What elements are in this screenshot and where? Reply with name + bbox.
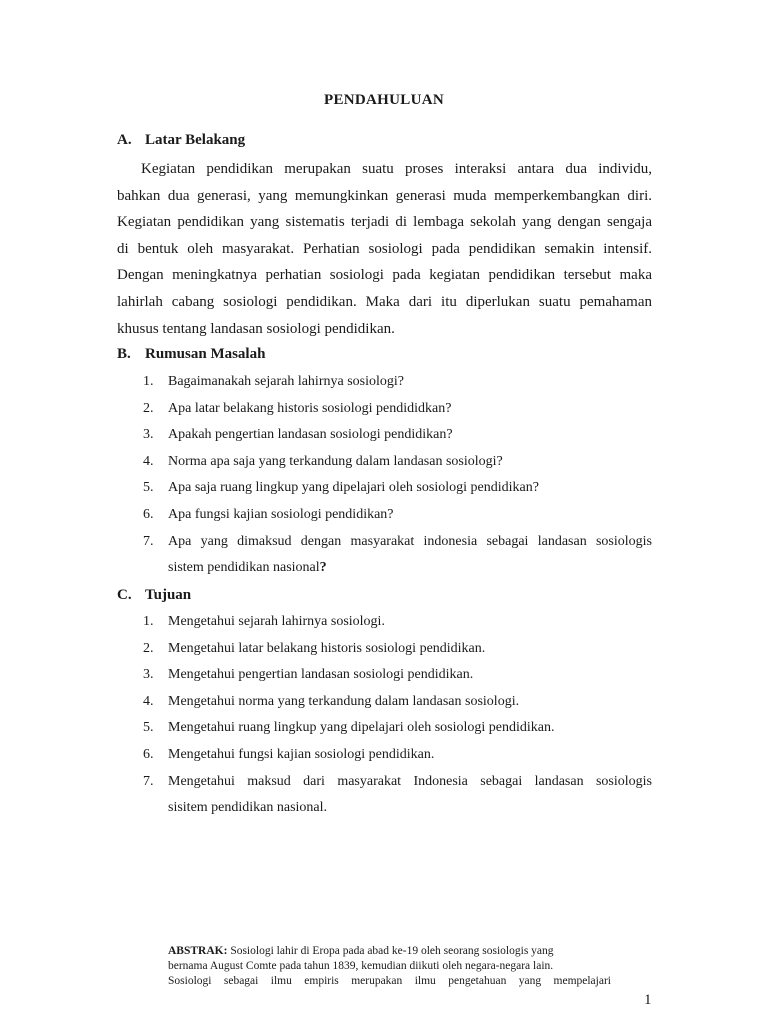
list-text: Mengetahui fungsi kajian sosiologi pendidikan. — [168, 746, 435, 762]
list-number: 3. — [143, 427, 154, 443]
section-b-heading — [117, 346, 265, 363]
paragraph-line: Dengan meningkatnya perhatian sosiologi pada kegiatan pendidikan tersebut maka — [117, 267, 652, 284]
section-b-title: Rumusan Masalah — [145, 346, 266, 362]
list-text — [168, 769, 652, 822]
objective-list — [117, 609, 652, 822]
list-text-line: Apa yang dimaksud dengan masyarakat indonesia sebagai landasan sosiologis — [168, 533, 652, 549]
list-item — [117, 502, 652, 529]
list-text: Bagaimanakah sejarah lahirnya sosiologi? — [168, 374, 404, 389]
list-text-segment: sistem pendidikan nasional — [168, 560, 320, 576]
list-item — [117, 636, 652, 663]
list-text-line: sisitem pendidikan nasional. — [168, 800, 328, 816]
list-number: 7. — [143, 773, 154, 789]
list-item — [117, 689, 652, 716]
list-text: Mengetahui ruang lingkup yang dipelajari oleh sosiologi pendidikan. — [168, 720, 555, 736]
section-c-heading — [117, 587, 191, 604]
paragraph-line: di bentuk oleh masyarakat. Perhatian sosiologi pada pendidikan semakin intensif. — [117, 240, 652, 257]
section-a-label: A. — [117, 132, 132, 148]
section-a-heading — [117, 132, 245, 149]
section-c-label: C. — [117, 587, 132, 603]
paragraph-line: khusus tentang landasan sosiologi pendidikan. — [117, 320, 395, 337]
list-item — [117, 449, 652, 476]
list-text: Mengetahui sejarah lahirnya sosiologi. — [168, 614, 385, 629]
list-number: 7. — [143, 533, 154, 549]
list-item — [117, 396, 652, 423]
list-text: Apakah pengertian landasan sosiologi pendidikan? — [168, 427, 453, 443]
list-item — [117, 475, 652, 502]
section-b-label: B. — [117, 346, 131, 362]
list-text: Apa fungsi kajian sosiologi pendidikan? — [168, 506, 394, 522]
list-number: 6. — [143, 746, 154, 762]
list-text-line — [168, 555, 652, 582]
list-number: 5. — [143, 480, 154, 496]
document-title: PENDAHULUAN — [324, 92, 444, 108]
list-text: Mengetahui pengertian landasan sosiologi pendidikan. — [168, 667, 474, 683]
list-text: Apa saja ruang lingkup yang dipelajari oleh sosiologi pendidikan? — [168, 480, 539, 496]
page-number: 1 — [644, 992, 652, 1008]
paragraph-line: bahkan dua generasi, yang memungkinkan generasi muda memperkembangkan diri. — [117, 187, 652, 204]
paragraph-line: Kegiatan pendidikan merupakan suatu proses interaksi antara dua individu, — [141, 161, 652, 177]
list-text — [168, 529, 652, 582]
abstract-label: ABSTRAK: — [168, 945, 228, 957]
abstract-block — [168, 944, 611, 989]
list-item — [117, 529, 652, 582]
list-number: 2. — [143, 640, 154, 656]
problem-list — [117, 369, 652, 582]
abstract-line — [168, 944, 611, 959]
section-c-title: Tujuan — [145, 587, 192, 603]
background-paragraph — [117, 156, 652, 342]
section-a-title: Latar Belakang — [145, 132, 246, 148]
list-number: 6. — [143, 506, 154, 522]
list-number: 1. — [143, 614, 154, 629]
list-item — [117, 769, 652, 822]
list-item — [117, 609, 652, 636]
abstract-line: bernama August Comte pada tahun 1839, kemudian diikuti oleh negara-negara lain. — [168, 960, 554, 972]
list-item — [117, 742, 652, 769]
list-item — [117, 369, 652, 396]
abstract-text: Sosiologi lahir di Eropa pada abad ke-19 oleh seorang sosiologis yang — [230, 945, 554, 957]
list-text: Mengetahui norma yang terkandung dalam landasan sosiologi. — [168, 693, 520, 709]
list-number: 2. — [143, 400, 154, 416]
list-number: 1. — [143, 374, 154, 389]
list-text: Mengetahui latar belakang historis sosiologi pendidikan. — [168, 640, 486, 656]
list-number: 5. — [143, 720, 154, 736]
list-number: 3. — [143, 667, 154, 683]
list-text: Apa latar belakang historis sosiologi pendididkan? — [168, 400, 452, 416]
paragraph-line: lahirlah cabang sosiologi pendidikan. Maka dari itu diperlukan suatu pemahaman — [117, 293, 652, 310]
list-text-line: Mengetahui maksud dari masyarakat Indonesia sebagai landasan sosiologis — [168, 773, 652, 789]
paragraph-line: Kegiatan pendidikan yang sistematis terjadi di lembaga sekolah yang dengan sengaja — [117, 214, 652, 231]
list-item — [117, 662, 652, 689]
question-mark: ? — [319, 560, 327, 576]
list-item — [117, 422, 652, 449]
abstract-line: Sosiologi sebagai ilmu empiris merupakan ilmu pengetahuan yang mempelajari — [168, 975, 611, 987]
list-item — [117, 715, 652, 742]
list-number: 4. — [143, 453, 154, 469]
list-number: 4. — [143, 693, 154, 709]
list-text: Norma apa saja yang terkandung dalam landasan sosiologi? — [168, 453, 503, 469]
